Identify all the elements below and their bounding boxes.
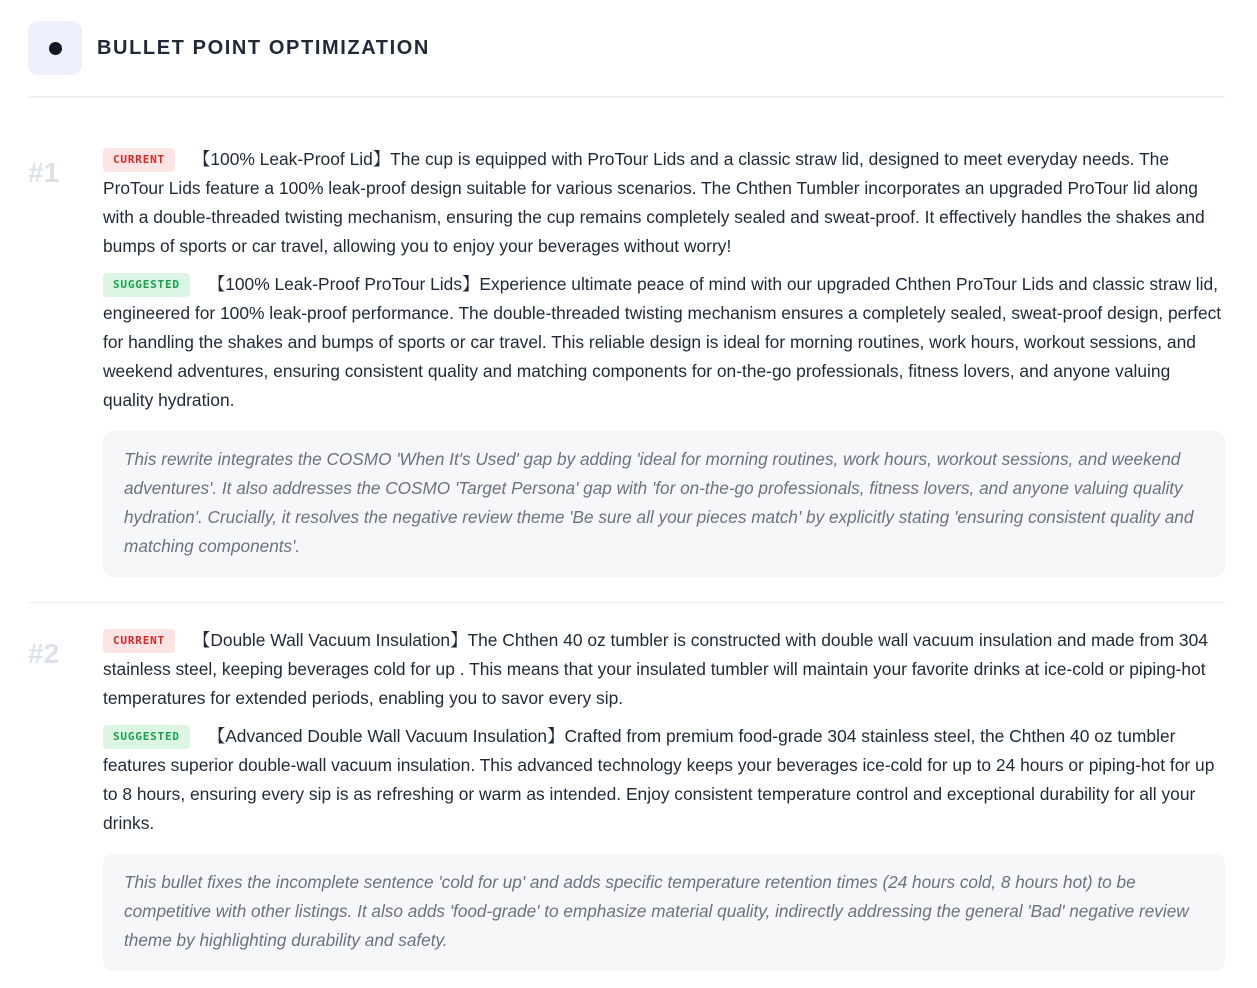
rationale-note: This bullet fixes the incomplete sentence 'cold for up' and adds specific temperature retention times (24 hours cold, 8 hours hot) to be competitive with other listings. It also adds 'food-grade' to emphasize material quality, indirectly addressing the general 'Bad' negative review theme by highlighting durability and safety. bbox=[103, 854, 1225, 971]
section-title: BULLET POINT OPTIMIZATION bbox=[97, 36, 430, 59]
current-text-block bbox=[103, 145, 1225, 261]
current-badge: CURRENT bbox=[103, 148, 175, 172]
section-header bbox=[28, 0, 1225, 98]
suggested-text: 【Advanced Double Wall Vacuum Insulation】Crafted from premium food-grade 304 stainless steel, the Chthen 40 oz tumbler features superior double-wall vacuum insulation. This advanced technology keeps your beverages ice-cold for up to 24 hours or piping-hot for up to 8 hours, ensuring every sip is as refreshing or warm as intended. Enjoy consistent temperature control and exceptional durability for all your drinks. bbox=[103, 726, 1215, 833]
suggested-text-block bbox=[103, 722, 1225, 838]
suggested-text-block bbox=[103, 270, 1225, 415]
dot-icon bbox=[49, 42, 62, 55]
bullet-body bbox=[103, 626, 1225, 971]
header-icon-box bbox=[28, 21, 82, 75]
bullet-item-2 bbox=[28, 626, 1225, 971]
current-text-block bbox=[103, 626, 1225, 713]
bullet-item-1 bbox=[28, 145, 1225, 577]
suggested-text: 【100% Leak-Proof ProTour Lids】Experience ultimate peace of mind with our upgraded Chthen ProTour Lids and classic straw lid, engineered for 100% leak-proof performance. The double-threaded twisting mechanism ensures a completely sealed, sweat-proof design, perfect for handling the shakes and bumps of sports or car travel. This reliable design is ideal for morning routines, work hours, workout sessions, and weekend adventures, ensuring consistent quality and matching components for on-the-go professionals, fitness lovers, and anyone valuing quality hydration. bbox=[103, 274, 1222, 410]
bullet-number: #1 bbox=[28, 157, 60, 188]
suggested-badge: SUGGESTED bbox=[103, 273, 190, 297]
bullet-number: #2 bbox=[28, 638, 60, 669]
current-text: 【Double Wall Vacuum Insulation】The Chthen 40 oz tumbler is constructed with double wall vacuum insulation and made from 304 stainless steel, keeping beverages cold for up . This means that your insulated tumbler will maintain your favorite drinks at ice-cold or piping-hot temperatures for extended periods, enabling you to savor every sip. bbox=[103, 630, 1208, 708]
bullet-divider bbox=[28, 602, 1225, 603]
bullet-body bbox=[103, 145, 1225, 577]
suggested-badge: SUGGESTED bbox=[103, 725, 190, 749]
current-badge: CURRENT bbox=[103, 629, 175, 653]
current-text: 【100% Leak-Proof Lid】The cup is equipped with ProTour Lids and a classic straw lid, designed to meet everyday needs. The ProTour Lids feature a 100% leak-proof design suitable for various scenarios. The Chthen Tumbler incorporates an upgraded ProTour lid along with a double-threaded twisting mechanism, ensuring the cup remains completely sealed and sweat-proof. It effectively handles the shakes and bumps of sports or car travel, allowing you to enjoy your beverages without worry! bbox=[103, 149, 1205, 256]
rationale-note: This rewrite integrates the COSMO 'When It's Used' gap by adding 'ideal for morning routines, work hours, workout sessions, and weekend adventures'. It also addresses the COSMO 'Target Persona' gap with 'for on-the-go professionals, fitness lovers, and anyone valuing quality hydration'. Crucially, it resolves the negative review theme 'Be sure all your pieces match' by explicitly stating 'ensuring consistent quality and matching components'. bbox=[103, 431, 1225, 577]
